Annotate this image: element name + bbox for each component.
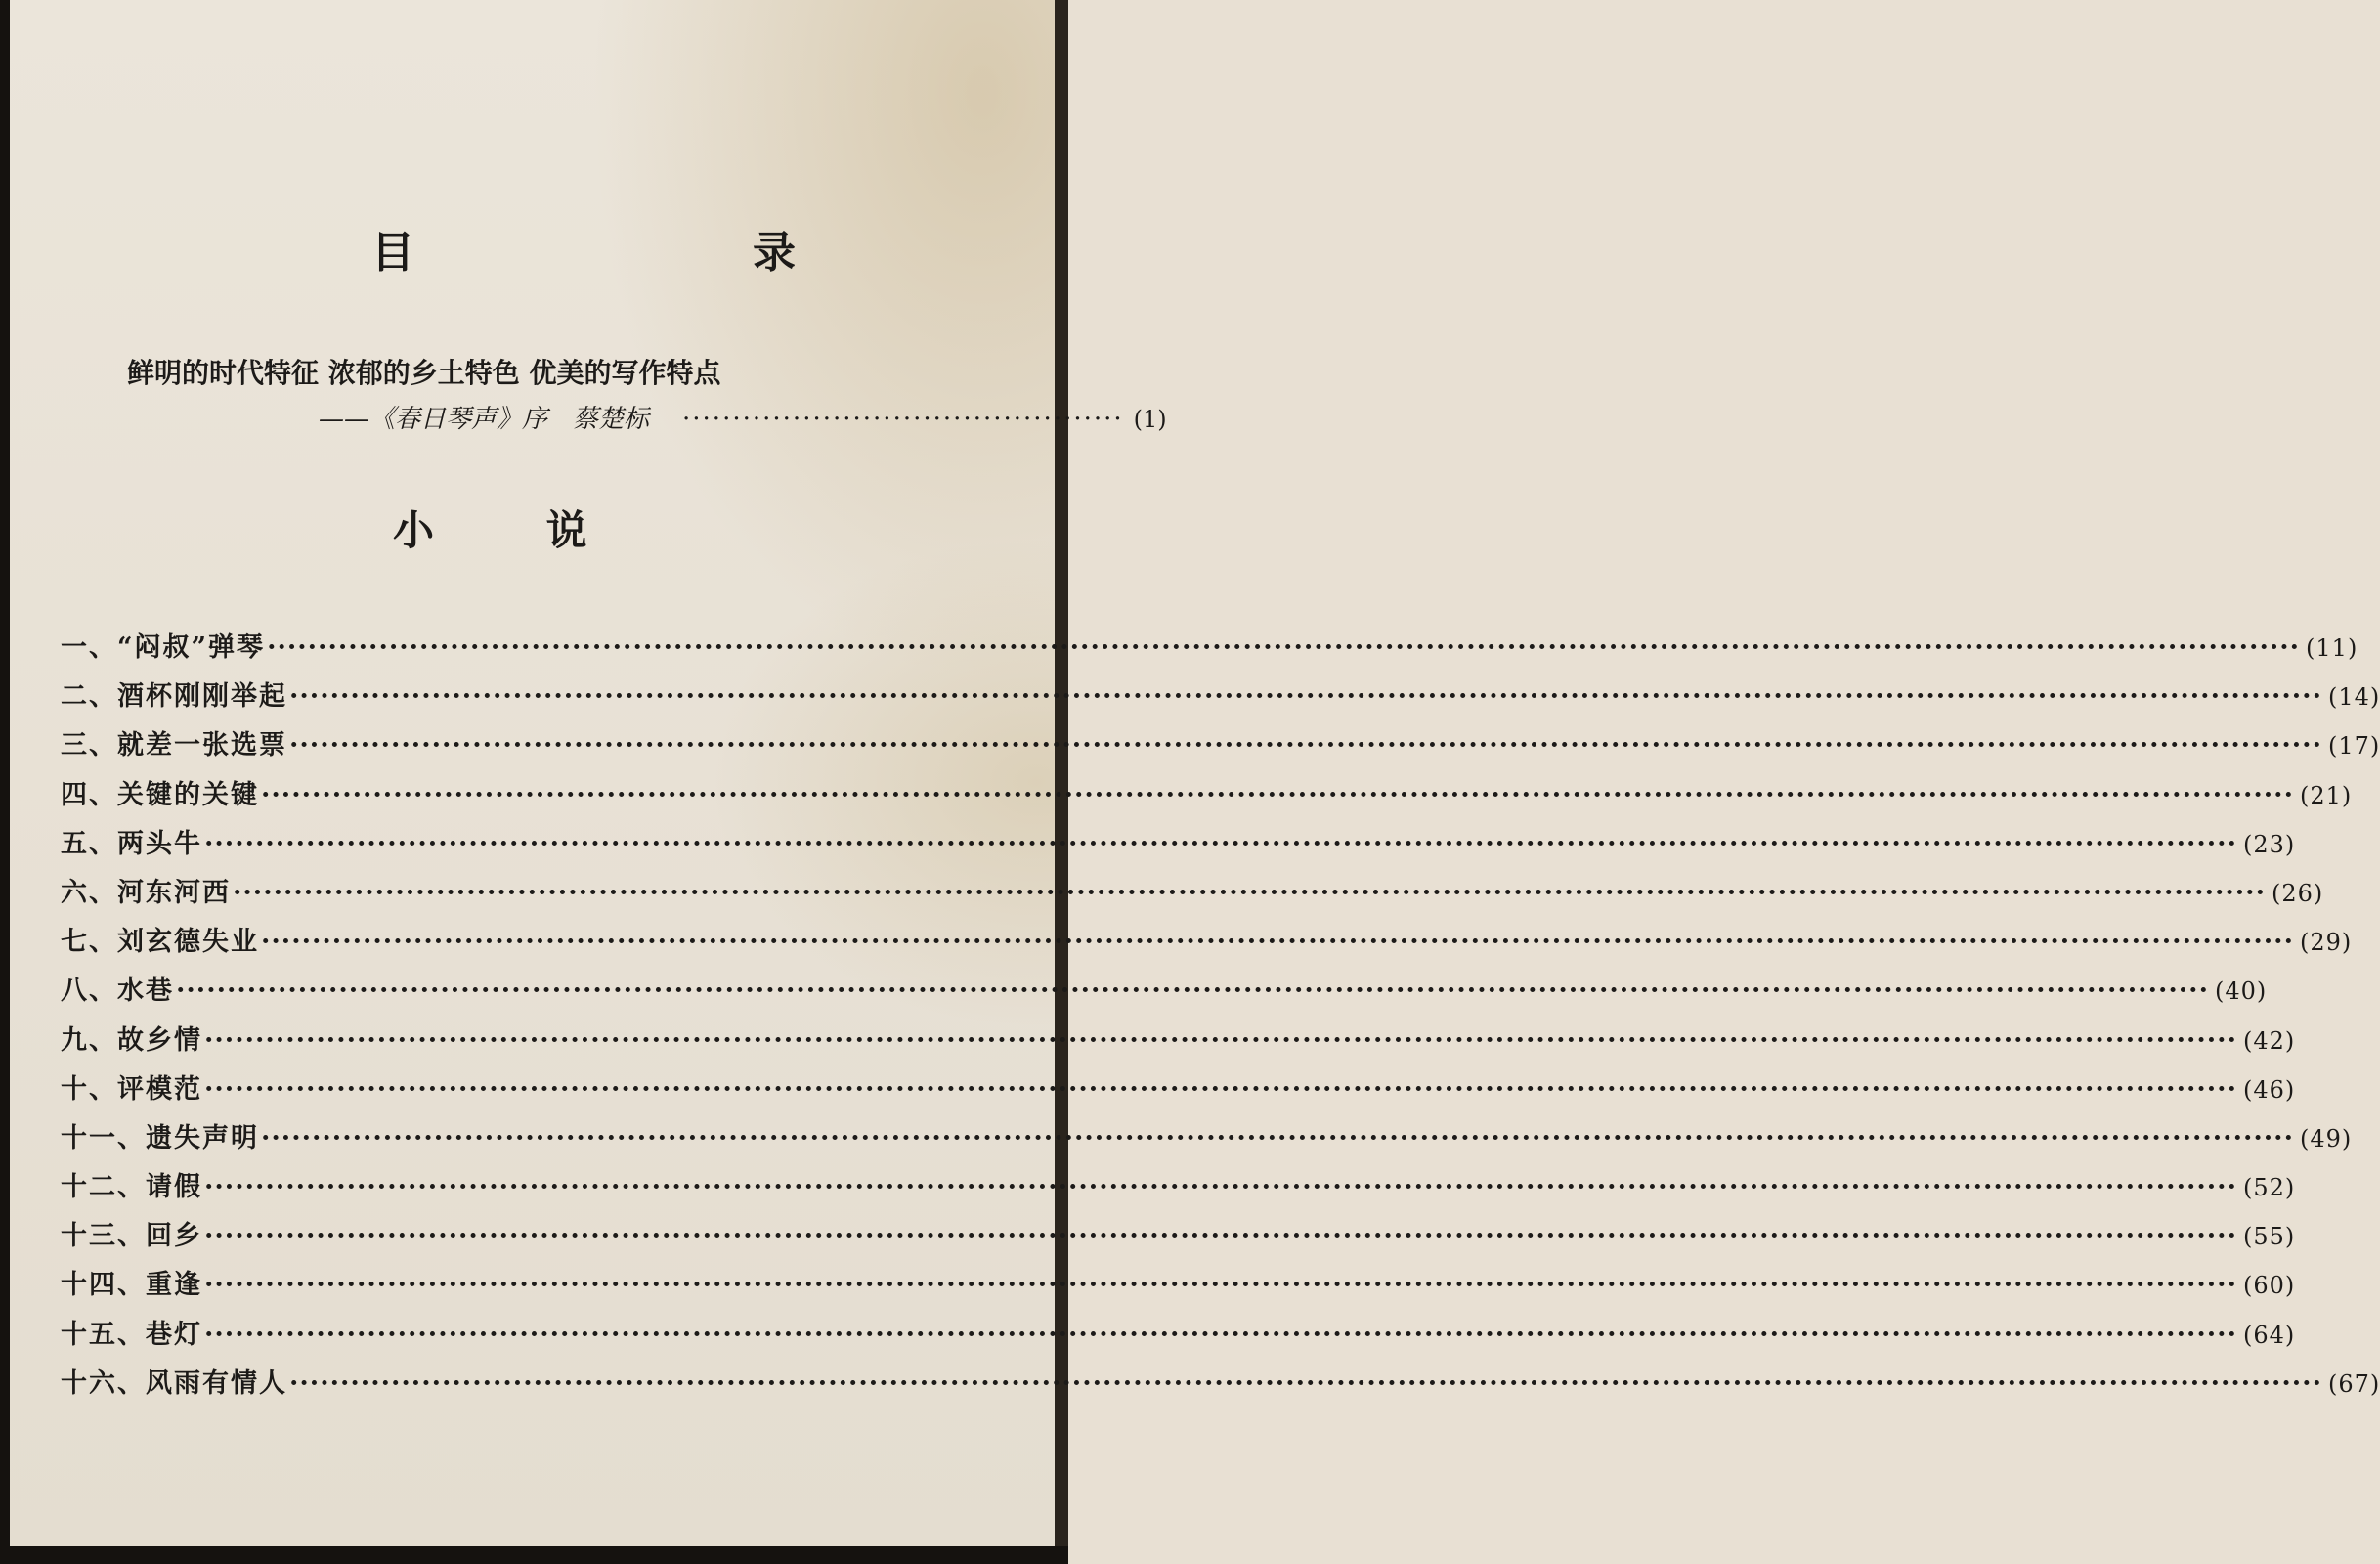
toc-entry[interactable] (61, 1263, 2296, 1312)
toc-entry-title: 六、河东河西 (61, 877, 231, 908)
toc-entry[interactable] (61, 626, 2358, 674)
toc-entry[interactable] (61, 1165, 2296, 1214)
toc-entry-page-number: (46) (2242, 1075, 2296, 1104)
toc-entry[interactable] (61, 773, 2353, 822)
toc-entry-page-number: (55) (2242, 1223, 2296, 1251)
leader-dots: ········································································································································································································ (289, 730, 2322, 761)
toc-entry-page-number: (60) (2242, 1272, 2296, 1300)
toc-entry-title: 九、故乡情 (61, 1024, 202, 1056)
toc-entry[interactable] (61, 969, 2268, 1018)
toc-entry-page-number: (67) (2327, 1369, 2380, 1398)
toc-entry-title: 十五、巷灯 (61, 1319, 202, 1350)
toc-entry-page-number: (21) (2299, 781, 2353, 809)
toc-entry-page-number: (14) (2327, 683, 2380, 712)
toc-entry-page-number: (52) (2242, 1174, 2296, 1202)
toc-entry[interactable] (61, 1313, 2296, 1362)
toc-entry-title: 十一、遗失声明 (61, 1122, 259, 1153)
toc-entry-title: 十四、重逢 (61, 1270, 202, 1301)
section-heading: 小 说 (393, 506, 636, 554)
leader-dots: ········································································································································································································ (204, 1221, 2237, 1252)
scan-edge-bottom (0, 1546, 1068, 1564)
toc-entry-title: 二、酒杯刚刚举起 (61, 681, 287, 713)
toc-entry[interactable] (61, 1116, 2353, 1165)
leader-dots: ········································································································································································································ (261, 779, 2294, 810)
leader-dots: ········································································································································································································ (261, 927, 2294, 958)
toc-entry-page-number: (64) (2242, 1321, 2296, 1349)
toc-entry-page-number: (42) (2242, 1026, 2296, 1055)
toc-entry-title: 十二、请假 (61, 1172, 202, 1203)
toc-entry-page-number: (11) (2306, 634, 2358, 662)
preface-subtitle: ——《春日琴声》序 蔡楚标 (319, 405, 650, 434)
toc-entry-page-number: (17) (2327, 732, 2380, 760)
toc-entry[interactable] (61, 1362, 2380, 1411)
leader-dots: ········································································································································································································ (204, 1319, 2237, 1350)
leader-dots: ········································································································································································································ (176, 976, 2209, 1007)
toc-entry-title: 十、评模范 (61, 1073, 202, 1105)
toc-entry-page-number: (23) (2242, 830, 2296, 858)
leader-dots: ········································································································································································································ (289, 1368, 2322, 1399)
preface-entry[interactable] (319, 399, 1167, 435)
leader-dots: ········································································································································································································ (289, 681, 2322, 713)
leader-dots: ········································································································································································································ (233, 877, 2266, 908)
toc-entry-title: 十六、风雨有情人 (61, 1368, 287, 1399)
leader-dots: ········································································································································································································ (267, 632, 2301, 663)
toc-entry-title: 四、关键的关键 (61, 779, 259, 810)
toc-entry-title: 五、两头牛 (61, 828, 202, 859)
toc-entry-title: 八、水巷 (61, 976, 174, 1007)
toc-entry-title: 一、“闷叔”弹琴 (61, 632, 266, 663)
toc-entry-page-number: (49) (2299, 1124, 2353, 1152)
toc-entry[interactable] (61, 871, 2324, 920)
table-of-contents (61, 626, 2380, 1411)
scan-edge-left (0, 0, 10, 1564)
toc-entry[interactable] (61, 1067, 2296, 1116)
leader-dots: ········································································································································································································ (204, 828, 2237, 859)
toc-entry-title: 三、就差一张选票 (61, 730, 287, 761)
toc-entry[interactable] (61, 723, 2380, 772)
toc-entry-page-number: (40) (2214, 978, 2268, 1006)
toc-entry-page-number: (26) (2271, 879, 2324, 907)
leader-dots: ········································································································································································································ (261, 1122, 2294, 1153)
leader-dots: ········································································································································································································ (204, 1073, 2237, 1105)
toc-entry-title: 十三、回乡 (61, 1221, 202, 1252)
toc-entry-title: 七、刘玄德失业 (61, 927, 259, 958)
toc-entry[interactable] (61, 1019, 2296, 1067)
preface-page-number: (1) (1133, 406, 1167, 433)
toc-entry[interactable] (61, 674, 2380, 723)
page-title: 目 录 (371, 228, 880, 278)
preface-title: 鲜明的时代特征 浓郁的乡土特色 优美的写作特点 (127, 357, 721, 389)
toc-entry[interactable] (61, 920, 2353, 969)
toc-entry[interactable] (61, 1214, 2296, 1263)
leader-dots: ········································································································································································································ (204, 1270, 2237, 1301)
leader-dots: ········································································································································································································ (204, 1024, 2237, 1056)
toc-entry[interactable] (61, 822, 2296, 871)
leader-dots: ············································ (682, 405, 1124, 434)
toc-entry-page-number: (29) (2299, 929, 2353, 957)
leader-dots: ········································································································································································································ (204, 1172, 2237, 1203)
